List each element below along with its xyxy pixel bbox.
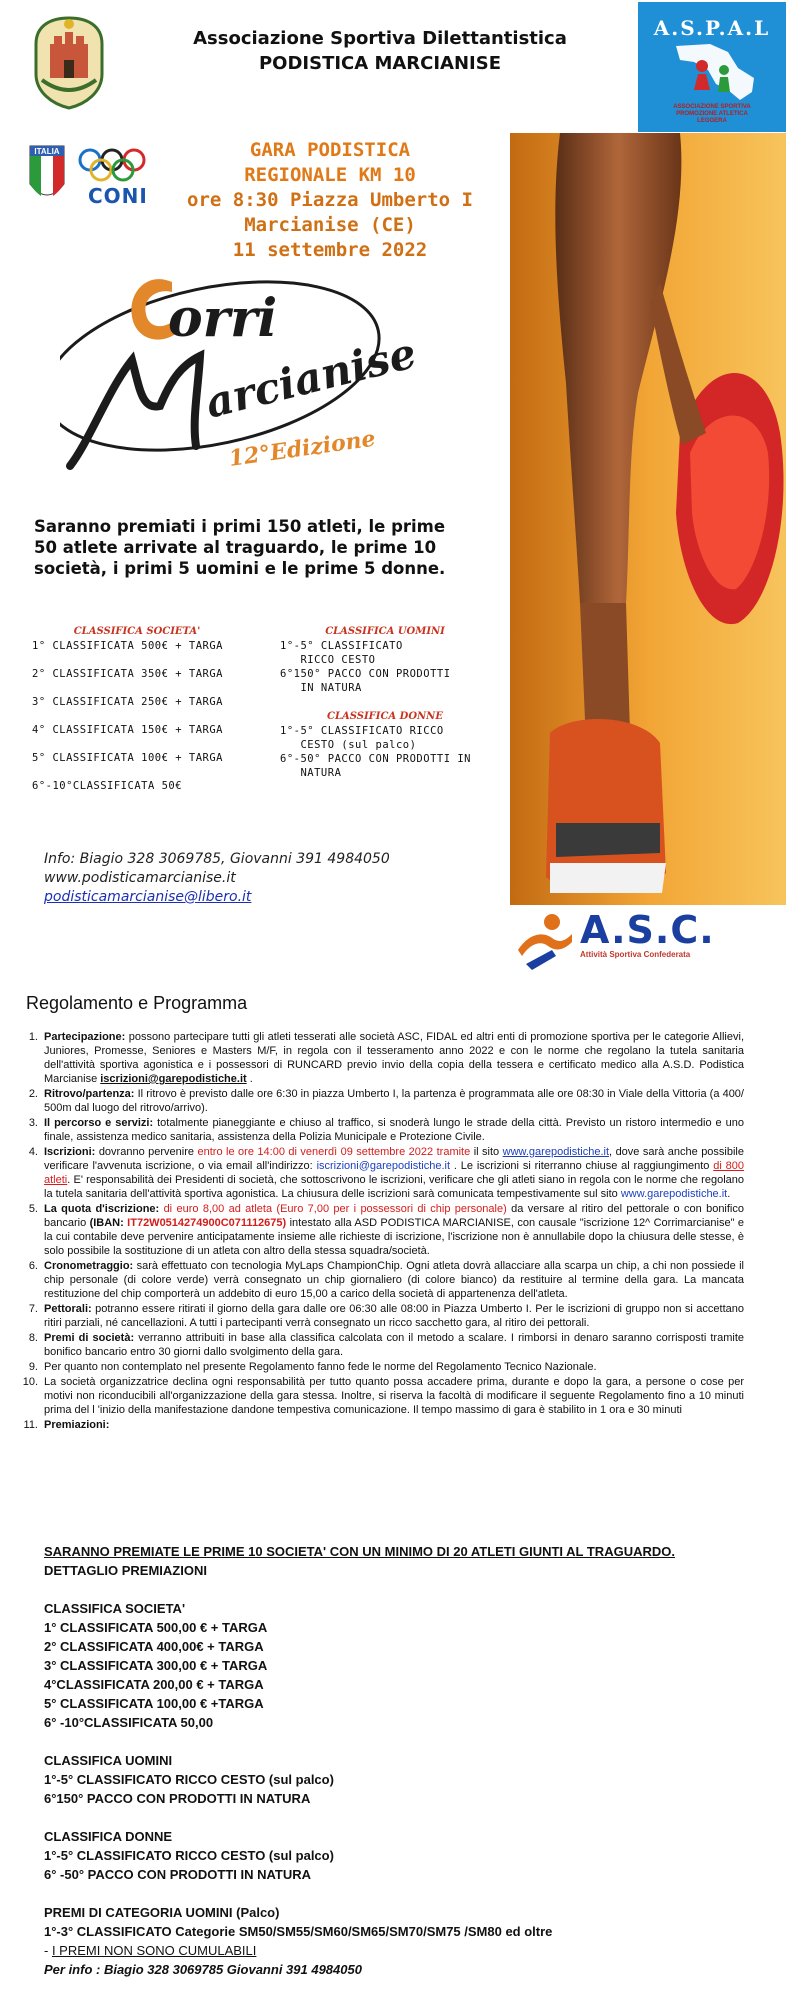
flyer-donne-1: 1°-5° CLASSIFICATO RICCO <box>280 725 444 737</box>
reg-item-number: 3. <box>28 1117 38 1129</box>
reg-item-8 <box>18 1331 744 1359</box>
regolamento-title: Regolamento e Programma <box>26 993 248 1013</box>
reg-email-link[interactable]: iscrizioni@garepodistiche.it <box>100 1073 247 1085</box>
premi-per-info: Per info : Biagio 328 3069785 Giovanni 391 4984050 <box>44 1962 362 1977</box>
reg-item-label: Premi di società: <box>44 1332 135 1344</box>
reg-item-11 <box>18 1418 744 1432</box>
premi-societa-2: 2° CLASSIFICATA 400,00€ + TARGA <box>44 1639 264 1654</box>
regolamento-list <box>18 1030 744 1433</box>
aspal-logo <box>638 2 786 132</box>
reg-item-text: verranno attribuiti in base alla classifica calcolata con il metodo a scalare. I rimborsi in denaro saranno corrisposti tramite bonifico bancario entro 30 giorni dallo svolgimento della gara. <box>44 1332 744 1358</box>
reg-item-number: 10. <box>22 1376 38 1388</box>
flyer-societa-4: 4° CLASSIFICATA 150€ + TARGA <box>32 724 224 736</box>
reg-item-label: Ritrovo/partenza: <box>44 1088 135 1100</box>
flyer-societa-5: 5° CLASSIFICATA 100€ + TARGA <box>32 752 224 764</box>
premi-societa-heading: CLASSIFICA SOCIETA' <box>44 1601 186 1616</box>
reg-item-end: . <box>246 1073 253 1085</box>
reg-item-text: sarà effettuato con tecnologia MyLaps ChampionChip. Ogni atleta dovrà allacciare alla scarpa un chip, a chi non possiede il chip personale (di colore verde) verrà consegnato un chip giornaliero (di colore bianco) da restituire al termine della gara. La mancata restituzione del chip comporterà un addebito di euro 15,00 a carico della società di appartenenza dell'atleta. <box>44 1260 744 1300</box>
reg-item-text: , dove sarà anche possibile verificare l'avvenuta iscrizione, o via email all'indirizzo: <box>44 1146 744 1172</box>
event-date: 11 settembre 2022 <box>232 239 428 261</box>
reg-item-2 <box>18 1087 744 1115</box>
premi-societa-4: 4°CLASSIFICATA 200,00 € + TARGA <box>44 1677 264 1692</box>
corri-marcianise-logo <box>60 270 460 480</box>
reg-item-text: . E' responsabilità dei Presidenti di società, che sottoscrivono le iscrizioni, verificare che gli atleti siano in regola con le norme che regolano la tutela sanitaria dell'attività sportiva agonistica. La chiusura delle iscrizioni sarà comunicata tempestivamente sul sito <box>44 1174 744 1200</box>
premi-categoria-heading: PREMI DI CATEGORIA UOMINI (Palco) <box>44 1905 280 1920</box>
flyer-donne-heading: CLASSIFICA DONNE <box>327 711 443 722</box>
reg-site-link[interactable]: www.garepodistiche.it <box>502 1146 610 1158</box>
premiazioni-detail <box>44 1542 744 1979</box>
premi-dash: - <box>44 1943 52 1958</box>
reg-item-text: intestato alla ASD PODISTICA MARCIANISE, con causale "iscrizione 12^ Corrimarcianise" e la cui contabile deve pervenire anticipatamente insieme alle richieste di iscrizione, l'iscrizione non è annullabile dopo la chiusura delle stesse, è solo possibile la sostituzione di un atleta con altro della stessa squadra/società. <box>44 1217 744 1257</box>
flyer-societa-6: 6°-10°CLASSIFICATA 50€ <box>32 780 183 792</box>
reg-item-number: 7. <box>28 1303 38 1315</box>
reg-item-end: . <box>727 1188 731 1200</box>
premi-non-cumulabili <box>44 1941 744 1960</box>
flyer-societa-2: 2° CLASSIFICATA 350€ + TARGA <box>32 668 224 680</box>
flyer-uomini-3: 6°150° PACCO CON PRODOTTI <box>280 668 451 680</box>
reg-item-number: 1. <box>28 1031 38 1043</box>
premi-dettaglio: DETTAGLIO PREMIAZIONI <box>44 1563 207 1578</box>
reg-item-6 <box>18 1259 744 1301</box>
reg-email-link[interactable]: iscrizioni@garepodistiche.it <box>316 1160 451 1172</box>
premi-uomini-2: 6°150° PACCO CON PRODOTTI IN NATURA <box>44 1791 311 1806</box>
coni-label: CONI <box>88 184 148 208</box>
flyer-societa-heading: CLASSIFICA SOCIETA' <box>73 626 201 637</box>
reg-item-label: La quota d'iscrizione: <box>44 1203 160 1215</box>
event-time-place: ore 8:30 Piazza Umberto I <box>187 189 473 211</box>
reg-item-text: totalmente pianeggiante e chiuso al traffico, si snoderà lungo le strade della città. Previsto un ristoro intermedio e uno finale, assistenza medico sanitaria, assistenza della Polizia Municipale e Protezione Civile. <box>44 1117 744 1143</box>
reg-item-text: La società organizzatrice declina ogni responsabilità per tutto quanto possa accadere prima, durante e dopo la gara, a persone o cose per motivi non riconducibili all'organizzazione della gara stessa. Inoltre, si riserva la facoltà di modificare il seguente Regolamento fino a 10 minuti prima del l 'inizio della manifestazione dandone tempestiva comunicazione. Il tempo massimo di gara è stabilito in 1 ora e 30 minuti <box>44 1376 744 1416</box>
reg-item-3 <box>18 1116 744 1144</box>
premi-donne-heading: CLASSIFICA DONNE <box>44 1829 173 1844</box>
reg-cap: di 800 atleti <box>44 1160 744 1186</box>
event-line-1: GARA PODISTICA <box>249 139 411 161</box>
reg-fee: di euro 8,00 ad atleta (Euro 7,00 per i possessori di chip personale) <box>163 1203 507 1215</box>
flyer-uomini-2: RICCO CESTO <box>280 654 376 666</box>
reg-item-text: possono partecipare tutti gli atleti tesserati alle società ASC, FIDAL ed altri enti di promozione sportiva per le categorie Allievi, Juniores, Promesse, Seniores e Masters M/F, in regola con il tesseramento anno 2022 e con le norme che regolano la tutela sanitaria dell'attività sportiva agonistica e i possessori di RUNCARD previo invio della copia della tessera e certificato medico alla A.S.D. Podistica Marcianise <box>44 1031 744 1085</box>
premi-non-cumulabili-text: I PREMI NON SONO CUMULABILI <box>51 1943 257 1958</box>
reg-site-link[interactable]: www.garepodistiche.it <box>620 1188 728 1200</box>
premi-societa-3: 3° CLASSIFICATA 300,00 € + TARGA <box>44 1658 268 1673</box>
premi-donne-2: 6° -50° PACCO CON PRODOTTI IN NATURA <box>44 1867 312 1882</box>
premi-societa-5: 5° CLASSIFICATA 100,00 € +TARGA <box>44 1696 264 1711</box>
flyer-societa-prizes <box>32 626 272 807</box>
reg-item-text: il sito <box>473 1146 500 1158</box>
flyer-uomini-heading: CLASSIFICA UOMINI <box>325 626 445 637</box>
flyer-donne-2: CESTO (sul palco) <box>280 739 417 751</box>
flyer-contact-info <box>44 850 464 907</box>
association-name <box>150 26 610 76</box>
flyer-societa-1: 1° CLASSIFICATA 500€ + TARGA <box>32 640 224 652</box>
flyer-societa-3: 3° CLASSIFICATA 250€ + TARGA <box>32 696 224 708</box>
reg-item-label: Iscrizioni: <box>44 1146 96 1158</box>
prize-summary: Saranno premiati i primi 150 atleti, le prime 50 atlete arrivate al traguardo, le prime 10 società, i primi 5 uomini e le prime 5 donne. <box>34 517 446 578</box>
reg-item-text: Per quanto non contemplato nel presente Regolamento fanno fede le norme del Regolamento Tecnico Nazionale. <box>44 1361 597 1373</box>
event-heading <box>160 138 500 263</box>
reg-item-1 <box>18 1030 744 1086</box>
reg-item-text: Il ritrovo è previsto dalle ore 6:30 in piazza Umberto I, la partenza è programmata alle ore 08:30 in Viale della Vittoria (a 400/ 500m dal luogo del ritrovo/arrivo). <box>44 1088 744 1114</box>
premi-societa-6: 6° -10°CLASSIFICATA 50,00 <box>44 1715 214 1730</box>
reg-item-number: 11. <box>23 1419 38 1431</box>
flyer-donne-3: 6°-50° PACCO CON PRODOTTI IN <box>280 753 472 765</box>
aspal-subtitle: ASSOCIAZIONE SPORTIVA PROMOZIONE ATLETICA LEGGERA <box>673 104 751 124</box>
reg-item-number: 6. <box>28 1260 38 1272</box>
asc-name: A.S.C. <box>580 908 715 952</box>
logo-word-corri: orri <box>168 288 278 349</box>
logo-word-marcianise: arcianise <box>200 328 421 428</box>
reg-deadline: entro le ore 14:00 di venerdì 09 settembre 2022 tramite <box>197 1146 471 1158</box>
premi-uomini-1: 1°-5° CLASSIFICATO RICCO CESTO (sul palco) <box>44 1772 334 1787</box>
italy-map-icon <box>658 40 766 106</box>
premi-societa-1: 1° CLASSIFICATA 500,00 € + TARGA <box>44 1620 268 1635</box>
asc-subtitle: Attività Sportiva Confederata <box>580 950 691 959</box>
reg-item-number: 2. <box>28 1088 38 1100</box>
email-link[interactable]: podisticamarcianise@libero.it <box>44 889 252 905</box>
reg-item-number: 4. <box>28 1146 38 1158</box>
reg-iban: IT72W0514274900C071112675) <box>127 1217 287 1229</box>
contact-phones: Info: Biagio 328 3069785, Giovanni 391 4984050 <box>44 851 390 867</box>
association-line-1: Associazione Sportiva Dilettantistica <box>193 28 567 49</box>
premi-headline: SARANNO PREMIATE LE PRIME 10 SOCIETA' CON UN MINIMO DI 20 ATLETI GIUNTI AL TRAGUARDO. <box>44 1544 675 1559</box>
reg-item-label: Premiazioni: <box>44 1419 110 1431</box>
event-city: Marcianise (CE) <box>244 214 416 236</box>
premi-donne-1: 1°-5° CLASSIFICATO RICCO CESTO (sul palco) <box>44 1848 334 1863</box>
reg-iban-label: (IBAN: <box>89 1217 124 1229</box>
reg-item-number: 9. <box>28 1361 38 1373</box>
reg-item-9 <box>18 1360 744 1374</box>
reg-item-text: da versare al ritiro del pettorale o con bonifico bancario <box>44 1203 744 1229</box>
association-line-2: PODISTICA MARCIANISE <box>258 53 502 74</box>
reg-item-4 <box>18 1145 744 1201</box>
asc-runner-icon <box>512 910 576 972</box>
reg-item-label: Cronometraggio: <box>44 1260 134 1272</box>
premi-uomini-heading: CLASSIFICA UOMINI <box>44 1753 173 1768</box>
reg-item-text: potranno essere ritirati il giorno della gara dalle ore 06:30 alle 08:00 in Piazza Umberto I. Per le iscrizioni di gruppo non si accettano ritiri parziali, né cancellazioni. A tutti i partecipanti verrà consegnato un ricco sacchetto gara, al ritiro dei pettorali. <box>44 1303 744 1329</box>
flyer-uomini-4: IN NATURA <box>280 682 362 694</box>
marcianise-crest-icon <box>30 14 108 110</box>
reg-item-5 <box>18 1202 744 1258</box>
flyer-donne-4: NATURA <box>280 767 342 779</box>
reg-item-label: Partecipazione: <box>44 1031 126 1043</box>
reg-item-7 <box>18 1302 744 1330</box>
logo-edition: 12°Edizione <box>227 425 378 472</box>
reg-item-number: 8. <box>28 1332 38 1344</box>
italia-label: ITALIA <box>34 147 60 156</box>
reg-item-label: Pettorali: <box>44 1303 92 1315</box>
reg-item-text: dovranno pervenire <box>98 1146 195 1158</box>
website-link[interactable]: www.podisticamarcianise.it <box>44 870 236 886</box>
event-line-2: REGIONALE KM 10 <box>244 164 416 186</box>
reg-item-label: Il percorso e servizi: <box>44 1117 154 1129</box>
premi-categoria-line: 1°-3° CLASSIFICATO Categorie SM50/SM55/SM60/SM65/SM70/SM75 /SM80 ed oltre <box>44 1924 553 1939</box>
reg-item-10 <box>18 1375 744 1417</box>
aspal-title: A.S.P.A.L <box>653 16 771 40</box>
reg-item-text: . Le iscrizioni si riterranno chiuse al raggiungimento <box>453 1160 710 1172</box>
reg-item-number: 5. <box>28 1203 38 1215</box>
runner-legs-photo <box>510 133 786 905</box>
flyer-uomini-1: 1°-5° CLASSIFICATO <box>280 640 403 652</box>
flyer-uomini-donne-prizes <box>280 626 500 780</box>
